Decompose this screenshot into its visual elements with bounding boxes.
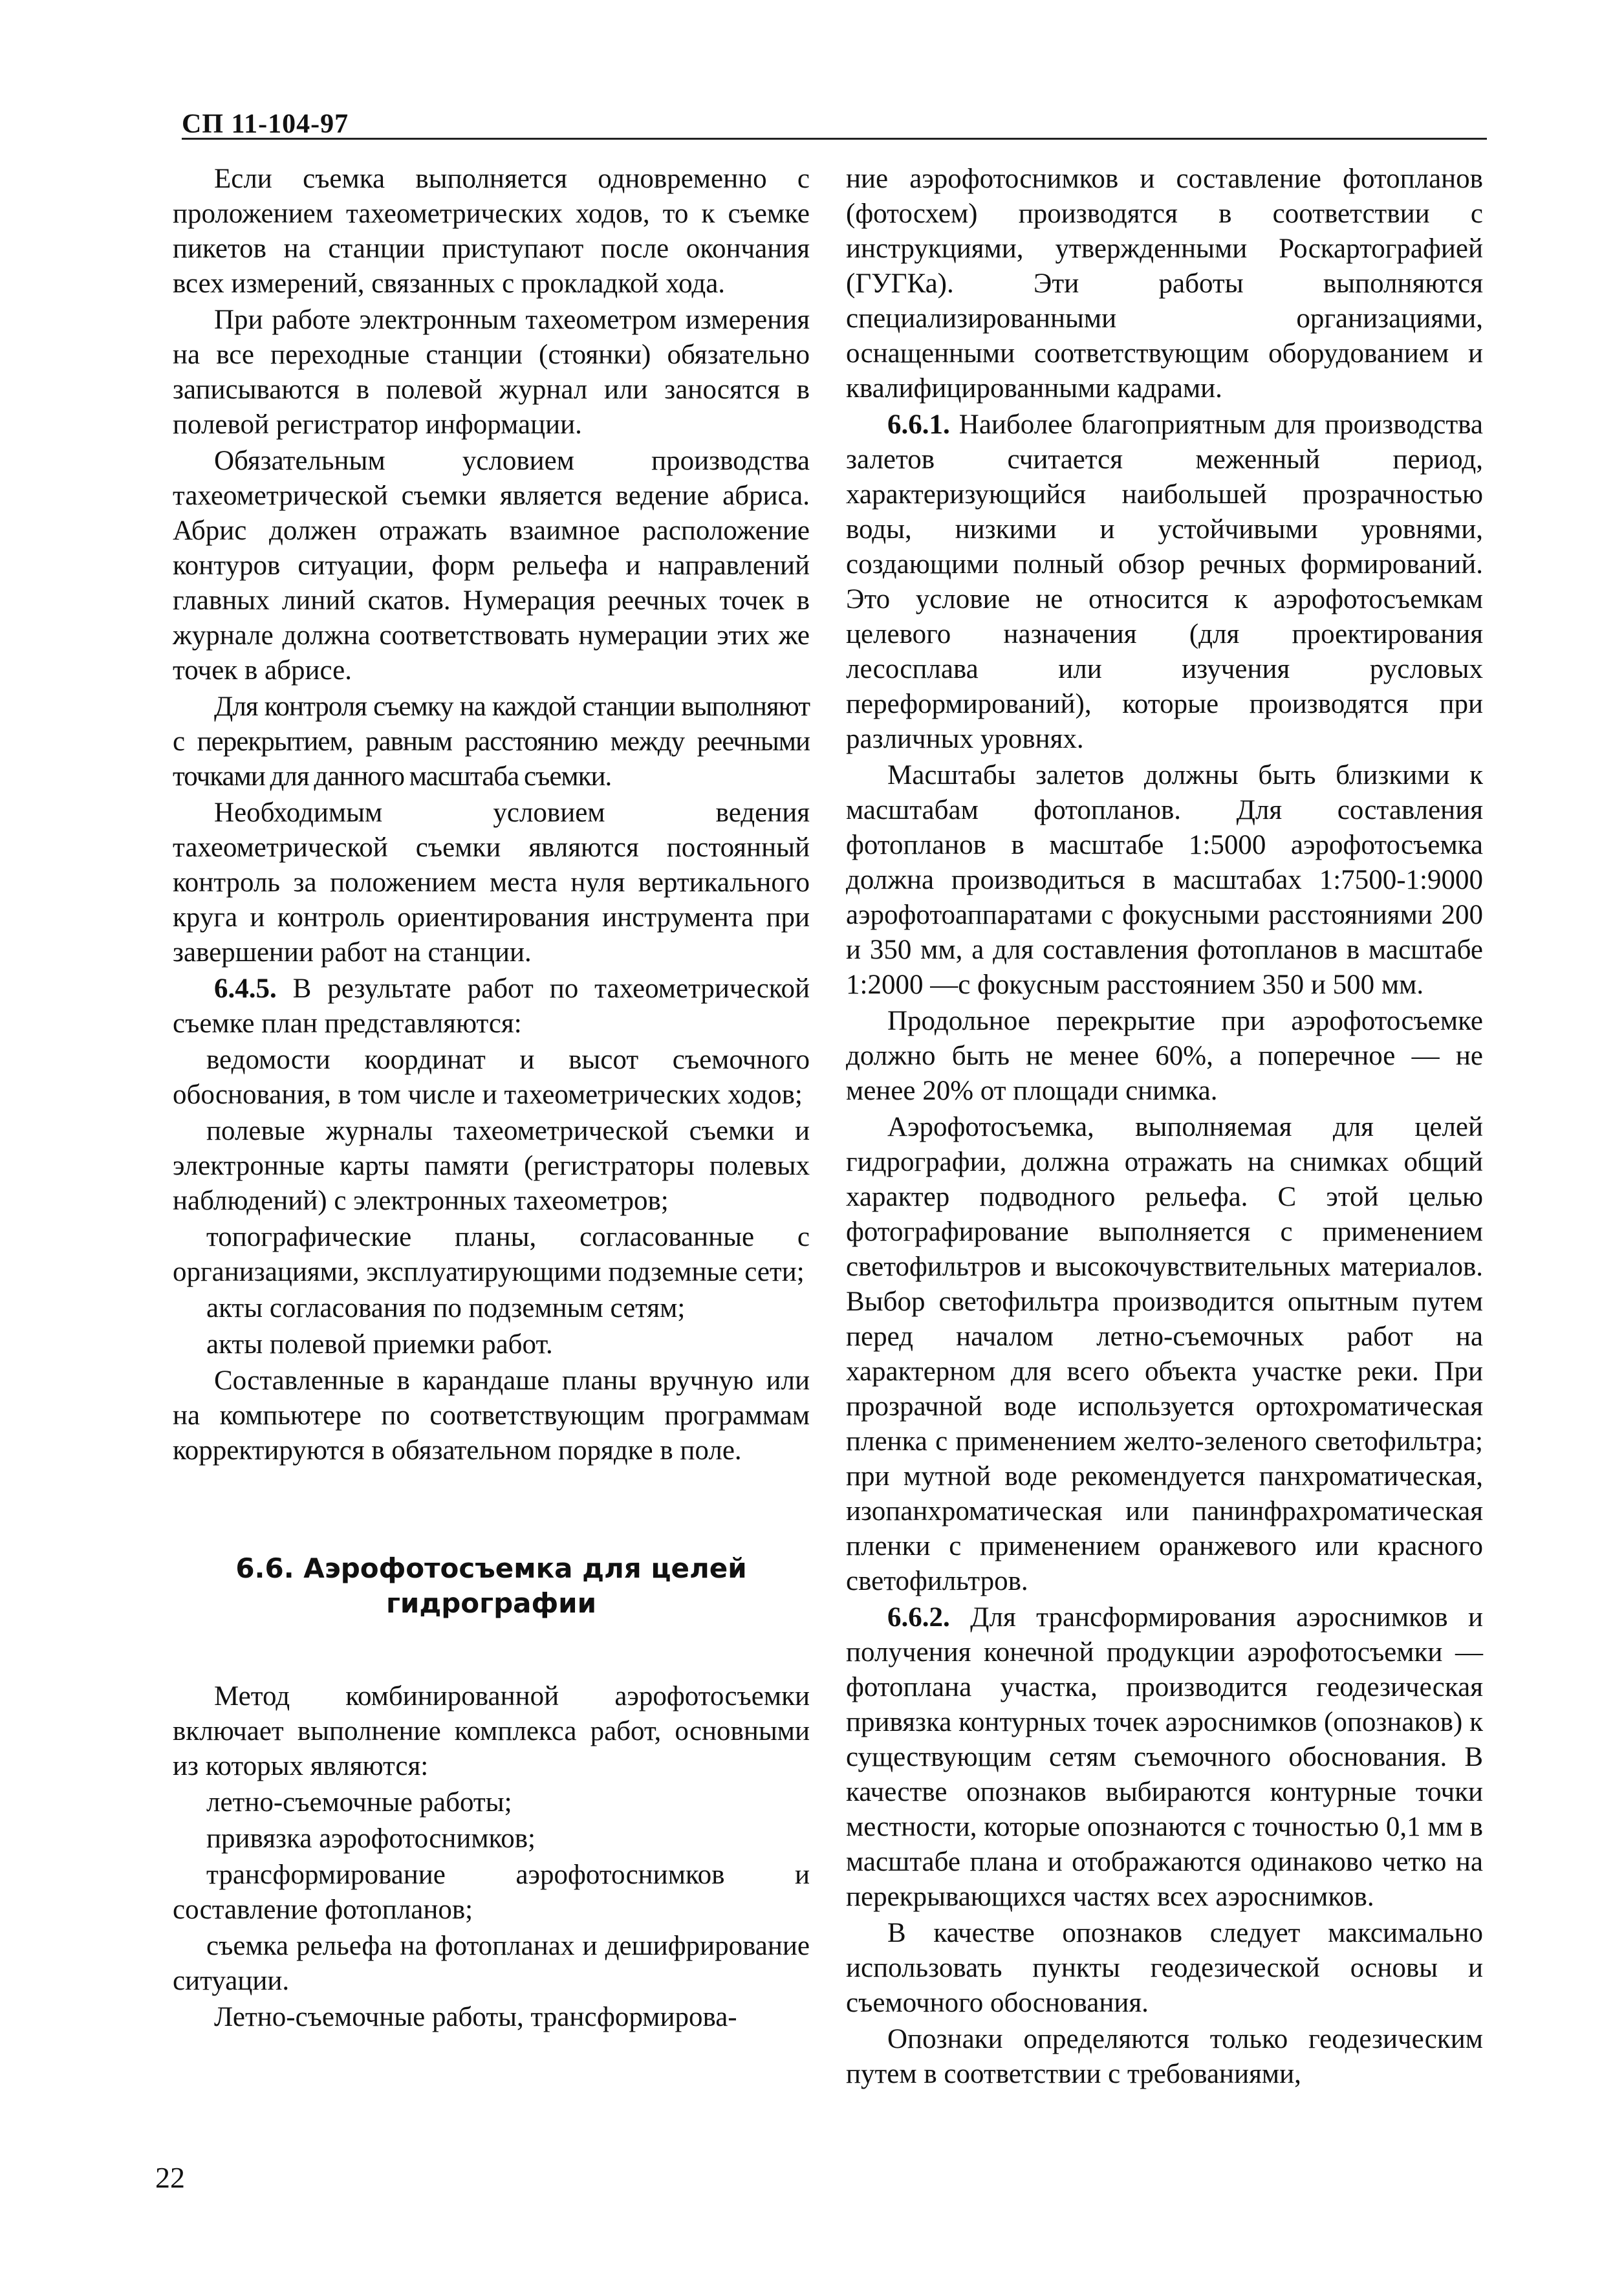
paragraph: В качестве опознаков следует максимально использовать пункты геодезической основы и съемочного обоснования. <box>846 1918 1483 2018</box>
list-item: ведомости координат и высот съемочного обоснования, в том числе и тахеометрических ходов; <box>173 1045 810 1110</box>
list-item: акты полевой приемки работ. <box>206 1329 553 1360</box>
section-heading: 6.6. Аэрофотосъемка для целей гидрографии <box>235 1552 747 1619</box>
list-item: трансформирование аэрофотоснимков и составление фотопланов; <box>173 1860 810 1925</box>
clause-text: Наиболее благоприятным для производства залетов считается меженный период, характеризующийся наибольшей прозрачностью воды, низкими и устойчивыми уровнями, создающими полный обзор речных формирований. Это условие не относится к аэрофотосъемкам целевого назначения (для проектирования лесосплава или изучения русловых переформирований), которые производятся при различных уровнях. <box>846 409 1483 754</box>
clause-text: В результате работ по тахеометрической съемке план представляются: <box>173 973 810 1039</box>
clause-number: 6.4.5. <box>214 973 277 1004</box>
clause-number: 6.6.1. <box>887 409 950 440</box>
right-column <box>846 162 1483 2093</box>
paragraph: Продольное перекрытие при аэрофотосъемке должно быть не менее 60%, а поперечное — не менее 20% от площади снимка. <box>846 1006 1483 1106</box>
list-item: привязка аэрофотоснимков; <box>206 1823 536 1854</box>
list-item: полевые журналы тахеометрической съемки и электронные карты памяти (регистраторы полевых наблюдений) с электронных тахеометров; <box>173 1116 810 1216</box>
running-head: СП 11-104-97 <box>182 109 349 139</box>
paragraph: Необходимым условием ведения тахеометрической съемки являются постоянный контроль за положением места нуля вертикального круга и контроль ориентирования инструмента при завершении работ на станции. <box>173 798 810 968</box>
paragraph: Обязательным условием производства тахеометрической съемки является ведение абриса. Абрис должен отражать взаимное расположение контуров ситуации, форм рельефа и направлений главных линий скатов. Нумерация реечных точек в журнале должна соответствовать нумерации этих же точек в абрисе. <box>173 446 810 686</box>
paragraph: Если съемка выполняется одновременно с проложением тахеометрических ходов, то к съемке пикетов на станции приступают после окончания всех измерений, связанных с прокладкой хода. <box>173 164 810 299</box>
paragraph: Летно-съемочные работы, трансформирова- <box>214 2002 737 2032</box>
paragraph: Масштабы залетов должны быть близкими к масштабам фотопланов. Для составления фотопланов в масштабе 1:5000 аэрофотосъемка должна производиться в масштабах 1:7500-1:9000 аэрофотоаппаратами с фокусными расстояниями 200 и 350 мм, а для составления фотопланов в масштабе 1:2000 —с фокусным расстоянием 350 и 500 мм. <box>846 760 1483 1000</box>
paragraph-continued: ние аэрофотоснимков и составление фотопланов (фотосхем) производятся в соответствии с инструкциями, утвержденными Роскартографией (ГУГКа). Эти работы выполняются специализированными организациями, оснащенными соответствующим оборудованием и квалифицированными кадрами. <box>846 164 1483 404</box>
paragraph: Для контроля съемку на каждой станции выполняют с перекрытием, равным расстоянию между реечными точками для данного масштаба съемки. <box>173 691 810 792</box>
clause-paragraph <box>173 972 810 1041</box>
paragraph: При работе электронным тахеометром измерения на все переходные станции (стоянки) обязательно записываются в полевой журнал или заносятся в полевой регистратор информации. <box>173 305 810 440</box>
left-column <box>173 162 810 2036</box>
clause-paragraph <box>846 1600 1483 1915</box>
list-item: акты согласования по подземным сетям; <box>206 1293 686 1323</box>
list-item: летно-съемочные работы; <box>206 1787 512 1818</box>
header-rule <box>182 138 1487 140</box>
paragraph: Опознаки определяются только геодезическим путем в соответствии с требованиями, <box>846 2024 1483 2089</box>
clause-text: Для трансформирования аэроснимков и получения конечной продукции аэрофотосъемки —фотоплана участка, производится геодезическая привязка контурных точек аэроснимков (опознаков) к существующим сетям съемочного обоснования. В качестве опознаков выбираются контурные точки местности, которые опознаются с точностью 0,1 мм в масштабе плана и отображаются одинаково четко на перекрывающихся частях всех аэроснимков. <box>846 1602 1483 1912</box>
list-item: съемка рельефа на фотопланах и дешифрирование ситуации. <box>173 1931 810 1996</box>
page-number: 22 <box>155 2161 185 2194</box>
paragraph: Аэрофотосъемка, выполняемая для целей гидрографии, должна отражать на снимках общий характер подводного рельефа. С этой целью фотографирование выполняется с применением светофильтров и высокочувствительных материалов. Выбор светофильтра производится опытным путем перед началом летно-съемочных работ на характерном для всего объекта участке реки. При прозрачной воде используется ортохроматическая пленка с применением желто-зеленого светофильтра; при мутной воде рекомендуется панхроматическая, изопанхроматическая или панинфрахроматическая пленки с применением оранжевого или красного светофильтров. <box>846 1112 1483 1596</box>
paragraph: Составленные в карандаше планы вручную или на компьютере по соответствующим программам корректируются в обязательном порядке в поле. <box>173 1365 810 1466</box>
clause-paragraph <box>846 408 1483 757</box>
list-item: топографические планы, согласованные с организациями, эксплуатирующими подземные сети; <box>173 1222 810 1287</box>
clause-number: 6.6.2. <box>887 1602 950 1633</box>
paragraph: Метод комбинированной аэрофотосъемки включает выполнение комплекса работ, основными из которых являются: <box>173 1681 810 1781</box>
